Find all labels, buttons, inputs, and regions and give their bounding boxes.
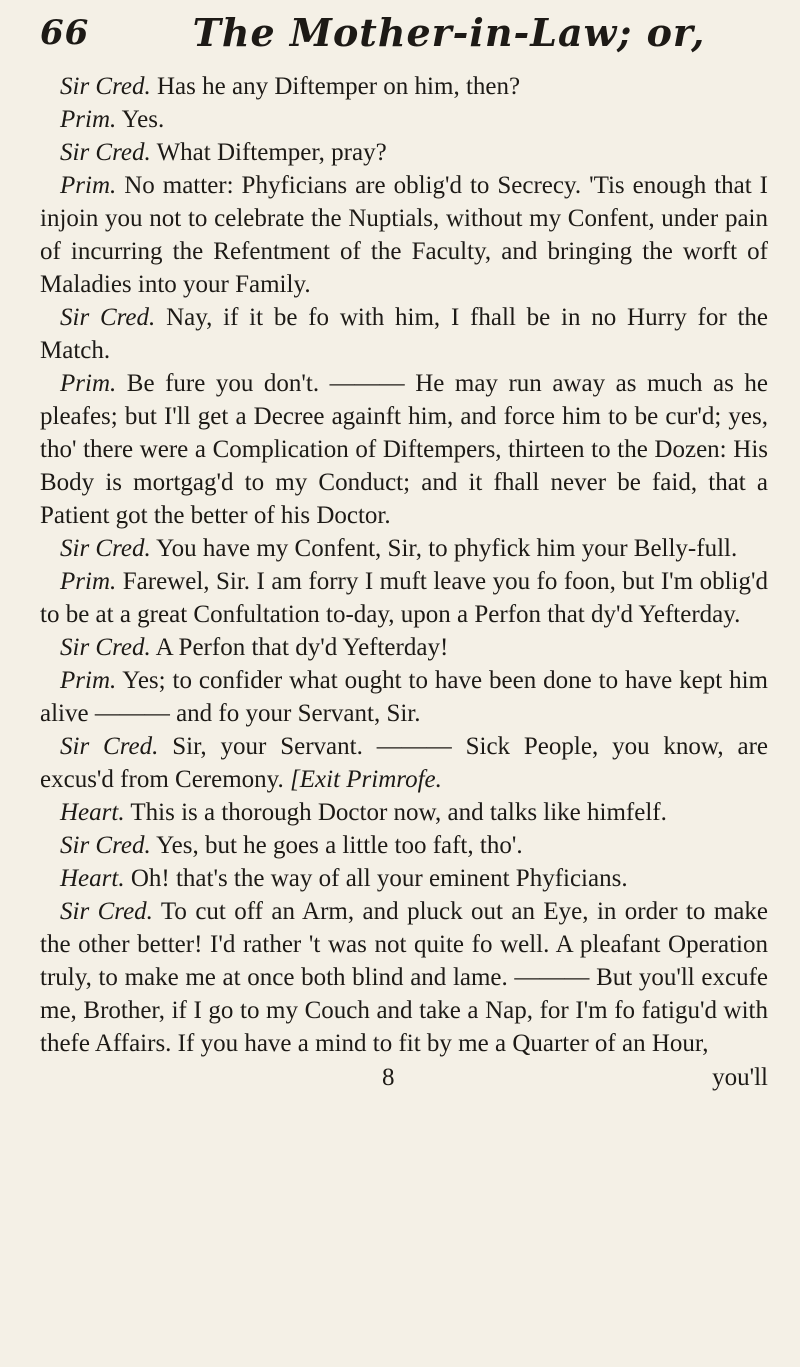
speaker-name: Sir Cred.	[60, 634, 151, 661]
speaker-name: Heart.	[60, 865, 125, 892]
speech	[40, 796, 768, 829]
speaker-name: Prim.	[60, 568, 117, 595]
speech	[40, 169, 768, 301]
speech-text: What Diftemper, pray?	[156, 139, 387, 166]
speech	[40, 631, 768, 664]
speaker-name: Sir Cred.	[60, 139, 151, 166]
speaker-name: Sir Cred.	[60, 832, 151, 859]
speech-text: Be fure you don't. ——— He may run away as much as he pleafes; but I'll get a Decree againft him, and force him to be cur'd; yes, tho' there were a Complication of Diftempers, thirteen to the Dozen: His Body is mortgag'd to my Conduct; and it fhall never be faid, that a Patient got the better of his Doctor.	[40, 370, 769, 529]
speaker-name: Sir Cred.	[60, 304, 156, 331]
speech-text: Yes.	[121, 106, 165, 133]
running-title: The Mother-in-Law; or,	[192, 10, 706, 55]
speaker-name: Heart.	[60, 799, 125, 826]
speech-text: You have my Confent, Sir, to phyfick him your Belly-full.	[156, 535, 738, 562]
dialogue-text	[40, 70, 768, 1060]
speech	[40, 862, 768, 895]
speaker-name: Sir Cred.	[60, 535, 151, 562]
catchword: you'll	[712, 1064, 768, 1091]
speech	[40, 829, 768, 862]
speaker-name: Prim.	[60, 370, 117, 397]
speech	[40, 895, 768, 1060]
speech-text: This is a thorough Doctor now, and talks like himfelf.	[130, 799, 667, 826]
speech-text: Yes; to confider what ought to have been done to have kept him alive ——— and fo your Servant, Sir.	[40, 667, 768, 727]
speech-text: Sir, your Servant. ——— Sick People, you know, are excus'd from Ceremony.	[40, 733, 769, 793]
page-footer	[40, 1062, 768, 1094]
speaker-name: Sir Cred.	[60, 73, 151, 100]
speaker-name: Sir Cred.	[60, 898, 153, 925]
speech	[40, 565, 768, 631]
speech	[40, 664, 768, 730]
speaker-name: Sir Cred.	[60, 733, 159, 760]
speaker-name: Prim.	[60, 667, 117, 694]
speech-text: Nay, if it be fo with him, I fhall be in no Hurry for the Match.	[40, 304, 768, 364]
speech-text: No matter: Phyficians are oblig'd to Secrecy. 'Tis enough that I injoin you not to celebrate the Nuptials, without my Confent, under pain of incurring the Refentment of the Faculty, and bringing the worft of Maladies into your Family.	[40, 172, 768, 298]
stage-direction: [Exit Primrofe.	[290, 766, 442, 793]
speech	[40, 136, 768, 169]
signature-mark: 8	[382, 1064, 395, 1091]
page-header	[40, 10, 768, 62]
speaker-name: Prim.	[60, 172, 117, 199]
speech-text: Yes, but he goes a little too faft, tho'.	[156, 832, 523, 859]
speech-text: Has he any Diftemper on him, then?	[157, 73, 521, 100]
speech	[40, 367, 768, 532]
page-number: 66	[40, 13, 90, 53]
speech-text: To cut off an Arm, and pluck out an Eye, in order to make the other better! I'd rather 't was not quite fo well. A pleafant Operation truly, to make me at once both blind and lame. ——— But you'll excufe me, Brother, if I go to my Couch and take a Nap, for I'm fo fatigu'd with thefe Affairs. If you have a mind to fit by me a Quarter of an Hour,	[40, 898, 768, 1057]
speech-text: Oh! that's the way of all your eminent Phyficians.	[130, 865, 628, 892]
speech	[40, 103, 768, 136]
speech	[40, 70, 768, 103]
speaker-name: Prim.	[60, 106, 117, 133]
speech-text: A Perfon that dy'd Yefterday!	[155, 634, 449, 661]
speech-text: Farewel, Sir. I am forry I muft leave you fo foon, but I'm oblig'd to be at a great Confultation to-day, upon a Perfon that dy'd Yefterday.	[40, 568, 769, 628]
speech	[40, 301, 768, 367]
speech	[40, 730, 768, 796]
speech	[40, 532, 768, 565]
